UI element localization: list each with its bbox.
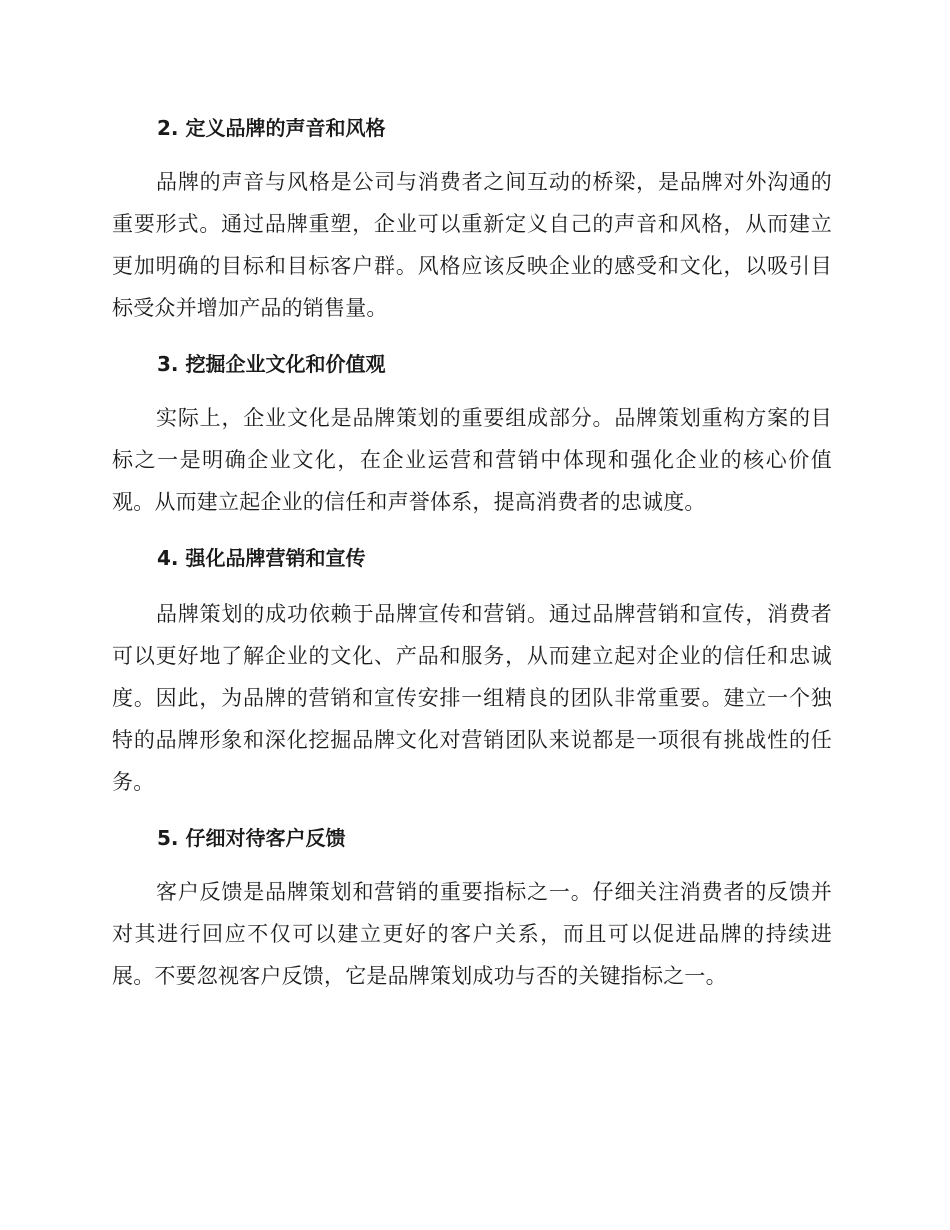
section-paragraph-marketing: 品牌策划的成功依赖于品牌宣传和营销。通过品牌营销和宣传，消费者可以更好地了解企业的文化、产品和服务，从而建立起对企业的信任和忠诚度。因此，为品牌的营销和宣传安排一组精良的团队非常重要。建立一个独特的品牌形象和深化挖掘品牌文化对营销团队来说都是一项很有挑战性的任务。 <box>112 602 832 794</box>
section-heading-corporate-culture: 3. 挖掘企业文化和价值观 <box>157 352 386 376</box>
section-heading-customer-feedback: 5. 仔细对待客户反馈 <box>157 826 346 850</box>
section-paragraph-customer-feedback: 客户反馈是品牌策划和营销的重要指标之一。仔细关注消费者的反馈并对其进行回应不仅可以建立更好的客户关系，而且可以促进品牌的持续进展。不要忽视客户反馈，它是品牌策划成功与否的关键指标之一。 <box>112 880 832 988</box>
section-paragraph-brand-voice: 品牌的声音与风格是公司与消费者之间互动的桥梁，是品牌对外沟通的重要形式。通过品牌重塑，企业可以重新定义自己的声音和风格，从而建立更加明确的目标和目标客户群。风格应该反映企业的感受和文化，以吸引目标受众并增加产品的销售量。 <box>112 170 832 320</box>
section-paragraph-corporate-culture: 实际上，企业文化是品牌策划的重要组成部分。品牌策划重构方案的目标之一是明确企业文化，在企业运营和营销中体现和强化企业的核心价值观。从而建立起企业的信任和声誉体系，提高消费者的忠诚度。 <box>112 406 832 514</box>
section-heading-brand-voice: 2. 定义品牌的声音和风格 <box>157 116 386 140</box>
section-heading-marketing: 4. 强化品牌营销和宣传 <box>157 546 366 570</box>
